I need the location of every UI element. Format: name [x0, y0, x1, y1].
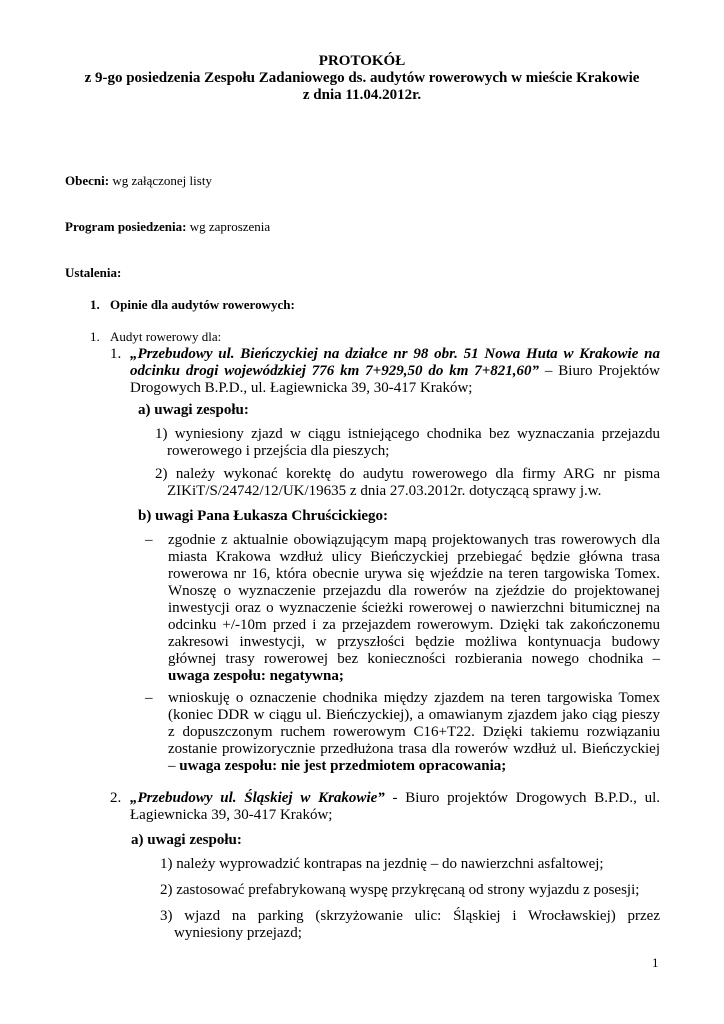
item1-number: 1. [110, 346, 122, 362]
item2-team-remark-3-text: 3) wjazd na parking (skrzyżowanie ulic: Śląskiej i Wrocławskiej) przez wyniesiony przejazd; [160, 908, 660, 941]
item1-team-remarks-label: a) uwagi zespołu: [138, 402, 249, 418]
item2-description [130, 790, 660, 824]
item2-team-remark-1: 1) należy wyprowadzić kontrapas na jezdnię – do nawierzchni asfaltowej; [160, 856, 604, 872]
findings-heading: Ustalenia: [65, 265, 122, 280]
item2-title: „Przebudowy ul. Śląskiej w Krakowie” [130, 790, 385, 806]
item1-designer: – Biuro Projektów Drogowych B.P.D., ul. Łagiewnicka 39, 30-417 Kraków; [130, 363, 660, 396]
item1-title: „Przebudowy ul. Bieńczyckiej na działce nr 98 obr. 51 Nowa Huta w Krakowie na odcinku drogi wojewódzkiej 776 km 7+929,50 do km 7+821,60” [130, 346, 660, 379]
person-remark-2-verdict: uwaga zespołu: nie jest przedmiotem opracowania; [179, 758, 507, 774]
item2-team-remark-3 [160, 908, 660, 942]
document-title: PROTOKÓŁ [318, 53, 406, 69]
audit-intro: Audyt rowerowy dla: [110, 329, 222, 344]
person-remark-1 [168, 532, 660, 685]
person-remark-2-text: wnioskuję o oznaczenie chodnika między zjazdem na teren targowiska Tomex (koniec DDR w ciągu ul. Bieńczyckiej), a omawianym zjazdem jako ciąg pieszy z dopuszczonym ruchem rowerowym C16+T22. Dzięki takiemu rozwiązaniu zostanie prowizorycznie przedłużona trasa dla rowerów wzdłuż ul. Bieńczyckiej – [168, 690, 660, 774]
item2-team-remark-2: 2) zastosować prefabrykowaną wyspę przykręcaną od strony wyjazdu z posesji; [160, 882, 640, 898]
document-subtitle: z 9-go posiedzenia Zespołu Zadaniowego ds. audytów rowerowych w mieście Krakowie [84, 70, 640, 86]
item1-team-remark-1 [155, 426, 660, 460]
person-remark-1-verdict: uwaga zespołu: negatywna; [168, 668, 344, 684]
person-remark-1-text: zgodnie z aktualnie obowiązującym mapą projektowanych tras rowerowych dla miasta Krakowa wzdłuż ulicy Bieńczyckiej przebiegać będzie główna trasa rowerowa nr 16, która obecnie urywa się wjeździe na teren targowiska Tomex. Wnoszę o wyznaczenie przejazdu dla rowerów na zjeździe do projektowanej inwestycji oraz o wyznaczenie ścieżki rowerowej o nawierzchni bitumicznej na odcinku +/-10m przed i za przejazdem rowerowym. Dzięki tak zakończonemu zakresowi inwestycji, w przyszłości będzie możliwa kontynuacja budowy głównej trasy rowerowej bez konieczności rozbierania nowego chodnika – [168, 532, 660, 667]
document-date: z dnia 11.04.2012r. [302, 87, 422, 103]
item2-designer: - Biuro projektów Drogowych B.P.D., ul. Łagiewnicka 39, 30-417 Kraków; [130, 790, 660, 823]
attendees-line [65, 173, 212, 188]
section-number: 1. [90, 297, 100, 312]
item1-team-remark-2 [155, 466, 660, 500]
item2-number: 2. [110, 790, 122, 806]
agenda-line [65, 219, 270, 234]
person-remark-2 [168, 690, 660, 775]
bullet-dash-2: – [145, 690, 153, 706]
page-number: 1 [652, 955, 659, 970]
audit-number: 1. [90, 329, 100, 344]
attendees-value: wg załączonej listy [109, 173, 212, 188]
agenda-label: Program posiedzenia: [65, 219, 187, 234]
item1-person-remarks-label: b) uwagi Pana Łukasza Chruścickiego: [138, 508, 389, 524]
item1-team-remark-1-text: 1) wyniesiony zjazd w ciągu istniejącego chodnika bez wyznaczania przejazdu rowerowego i przejścia dla pieszych; [155, 426, 660, 459]
item1-description [130, 346, 660, 397]
attendees-label: Obecni: [65, 173, 110, 188]
agenda-value: wg zaproszenia [186, 219, 271, 234]
item1-team-remark-2-text: 2) należy wykonać korektę do audytu rowerowego dla firmy ARG nr pisma ZIKiT/S/24742/12/UK/19635 z dnia 27.03.2012r. dotyczącą sprawy j.w. [155, 466, 660, 499]
item2-team-remarks-label: a) uwagi zespołu: [131, 832, 242, 848]
section-title: Opinie dla audytów rowerowych: [110, 297, 295, 312]
bullet-dash-1: – [145, 532, 153, 548]
